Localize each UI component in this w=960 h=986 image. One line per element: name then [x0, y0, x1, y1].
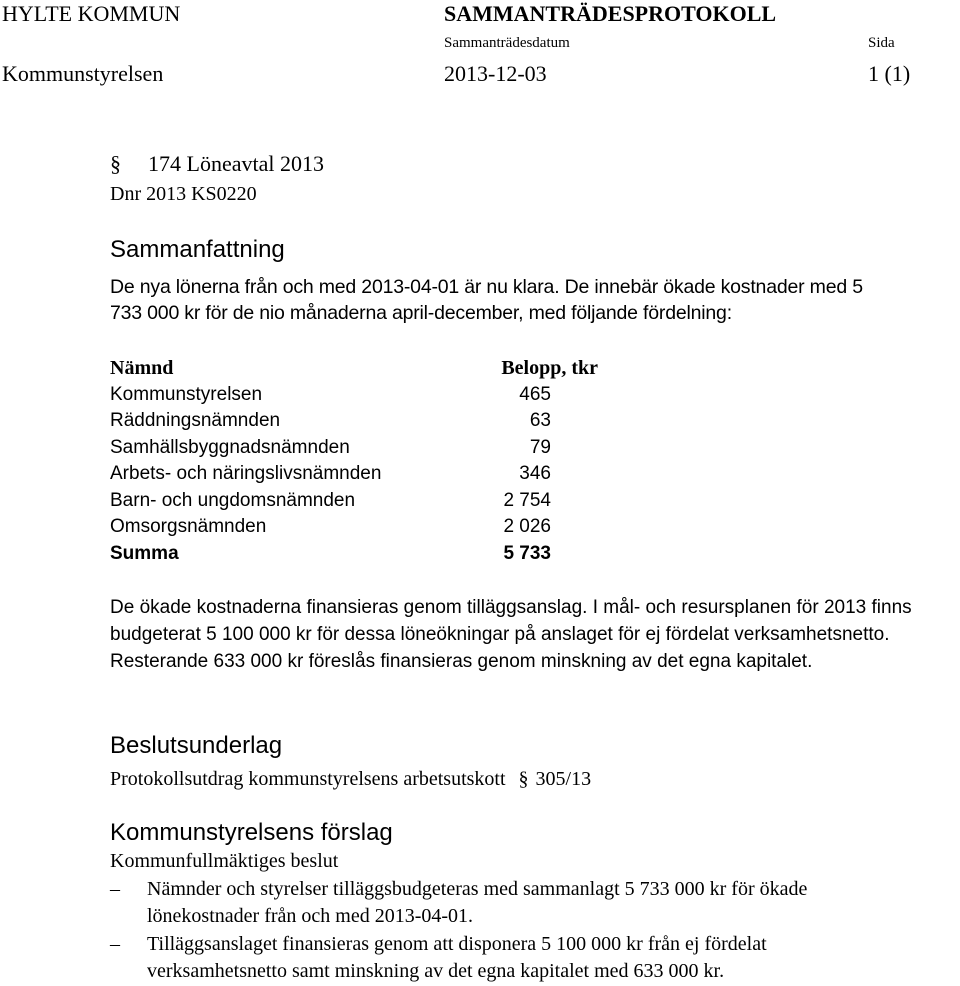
table-row [110, 408, 610, 435]
row-amount: 63 [529, 410, 551, 431]
column-header-name: Nämnd [110, 357, 174, 379]
table-row [110, 514, 610, 541]
sammanfattning-heading: Sammanfattning [110, 236, 285, 263]
page-number: 1 (1) [868, 61, 911, 86]
decision-basis-text: Protokollsutdrag kommunstyrelsens arbetsutskott [110, 768, 506, 790]
beslutsunderlag-heading: Beslutsunderlag [110, 732, 283, 759]
table-row [110, 461, 610, 488]
item-title-text: 174 Löneavtal 2013 [148, 151, 324, 176]
decision-basis-ref: 305/13 [535, 768, 592, 790]
proposal-item-1-line-1: Nämnder och styrelser tilläggsbudgeteras med sammanlagt 5 733 000 kr för ökade [147, 878, 808, 900]
table-body [110, 382, 610, 541]
dash-bullet: – [110, 878, 120, 900]
table-sum-row [110, 541, 610, 568]
table-row [110, 382, 610, 409]
date-label: Sammanträdesdatum [444, 35, 570, 51]
table-row [110, 488, 610, 515]
item-title [110, 151, 324, 177]
cost-table [110, 355, 610, 567]
dash-bullet: – [110, 933, 120, 955]
summary-line-2: 733 000 kr för de nio månaderna april-december, med följande fördelning: [110, 302, 732, 324]
row-name: Arbets- och näringslivsnämnden [110, 463, 382, 484]
body-name: Kommunstyrelsen [2, 61, 164, 86]
meeting-date: 2013-12-03 [444, 61, 547, 86]
decision-basis-line [110, 767, 591, 792]
row-name: Omsorgsnämnden [110, 516, 267, 537]
table-row [110, 435, 610, 462]
proposal-item-1 [110, 876, 960, 929]
column-header-amount: Belopp, tkr [501, 357, 598, 379]
row-name: Räddningsnämnden [110, 410, 281, 431]
sum-label: Summa [110, 542, 179, 564]
row-amount: 2 754 [503, 489, 551, 511]
row-amount: 465 [519, 383, 551, 405]
document-type: SAMMANTRÄDESPROTOKOLL [444, 1, 777, 26]
row-name: Kommunstyrelsen [110, 383, 263, 405]
section-sign: § [518, 768, 529, 790]
row-name: Samhällsbyggnadsnämnden [110, 436, 350, 458]
row-name: Barn- och ungdomsnämnden [110, 489, 356, 511]
diary-number: Dnr 2013 KS0220 [110, 183, 257, 205]
municipality-name: HYLTE KOMMUN [2, 1, 181, 26]
row-amount: 2 026 [503, 516, 551, 537]
page-label: Sida [868, 35, 895, 51]
forslag-heading: Kommunstyrelsens förslag [110, 819, 393, 846]
proposal-item-2 [110, 931, 960, 984]
forslag-subheading: Kommunfullmäktiges beslut [110, 850, 339, 872]
row-amount: 346 [519, 463, 551, 484]
proposal-item-2-line-2: verksamhetsnetto samt minskning av det egna kapitalet med 633 000 kr. [147, 959, 725, 982]
row-amount: 79 [529, 436, 551, 458]
summary-line-1: De nya lönerna från och med 2013-04-01 är nu klara. De innebär ökade kostnader med 5 [110, 276, 863, 298]
financing-paragraph: De ökade kostnaderna finansieras genom tilläggsanslag. I mål- och resursplanen för 2013 finns budgeterat 5 100 000 kr för dessa löneökningar på anslaget för ej fördelat verksamhetsnetto. Resterande 633 000 kr föreslås finansieras genom minskning av det egna kapitalet. [110, 597, 912, 672]
table-header-row [110, 355, 610, 382]
proposal-item-2-line-1: Tilläggsanslaget finansieras genom att disponera 5 100 000 kr från ej fördelat [147, 933, 767, 955]
sum-amount: 5 733 [503, 542, 551, 564]
proposal-item-1-line-2: lönekostnader från och med 2013-04-01. [147, 904, 474, 927]
section-sign: § [110, 151, 121, 176]
